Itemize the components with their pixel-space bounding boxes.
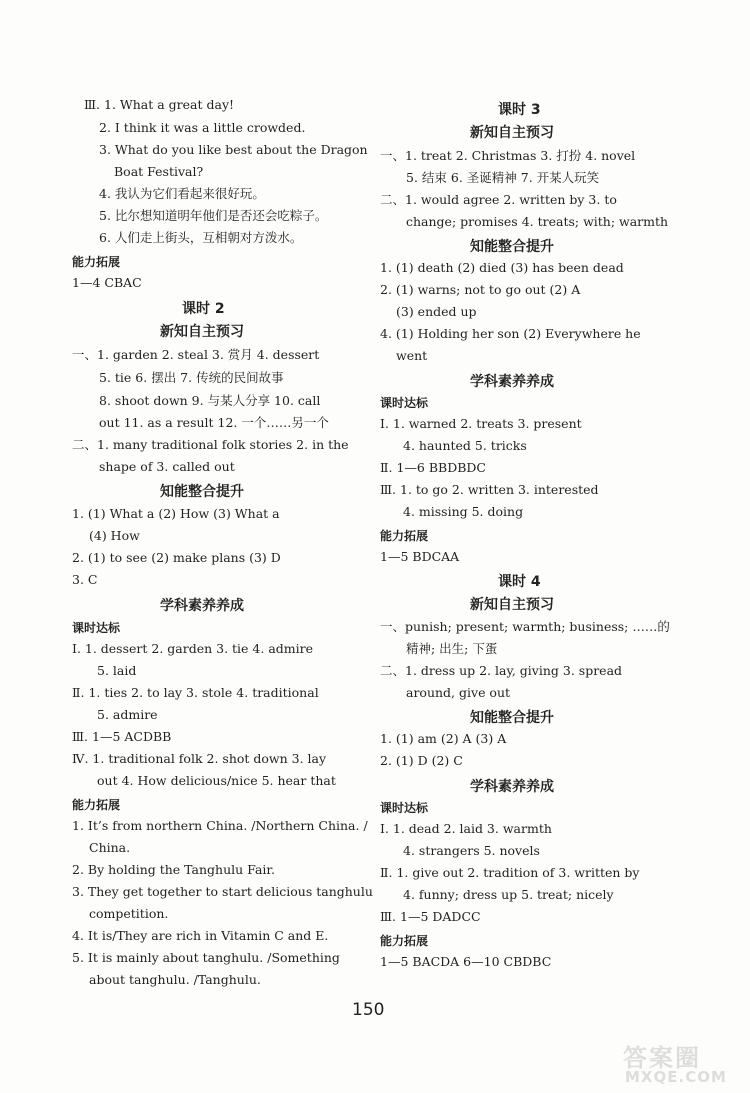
answer-line: went [396,348,428,363]
answer-line: 3. C [72,572,98,587]
section-heading: 新知自主预习 [470,125,554,141]
answer-line: shape of 3. called out [99,459,235,474]
answer-line: 4. strangers 5. novels [403,843,540,858]
answer-line: change; promises 4. treats; with; warmth [406,214,669,229]
section-heading: 学科素养养成 [470,374,554,390]
answer-line: 二、1. would agree 2. written by 3. to [380,192,617,207]
answer-line: 二、1. many traditional folk stories 2. in the [72,437,349,452]
answer-line: 2. I think it was a little crowded. [99,120,306,135]
answer-line: 5. tie 6. 摆出 7. 传统的民间故事 [99,370,284,385]
answer-line: Ⅲ. 1. What a great day! [84,97,235,112]
answer-line: 一、1. treat 2. Christmas 3. 打扮 4. novel [380,148,636,163]
answer-line: 1. (1) death (2) died (3) has been dead [380,260,624,275]
section-heading: 学科素养养成 [470,779,554,795]
answer-line: 2. (1) warns; not to go out (2) A [380,282,581,297]
subsection-label: 课时达标 [380,396,429,410]
answer-line: around, give out [406,685,511,700]
answer-line: out 4. How delicious/nice 5. hear that [97,773,336,788]
answer-line: 4. haunted 5. tricks [403,438,527,453]
answer-line: 1. (1) am (2) A (3) A [380,731,507,746]
subsection-label: 能力拓展 [380,934,429,948]
subsection-label: 能力拓展 [72,798,121,812]
section-heading: 学科素养养成 [160,598,244,614]
answer-line: 一、1. garden 2. steal 3. 赏月 4. dessert [72,347,320,362]
answer-line: 4. It is/They are rich in Vitamin C and E. [72,928,329,943]
section-heading: 知能整合提升 [470,239,554,255]
answer-line: Ⅲ. 1—5 ACDBB [72,729,172,744]
answer-line: out 11. as a result 12. 一个……另一个 [99,415,329,430]
answer-line: Ⅱ. 1—6 BBDBDC [380,460,486,475]
answer-line: 4. 我认为它们看起来很好玩。 [99,186,265,201]
answer-line: (4) How [89,528,140,543]
answer-line: 2. By holding the Tanghulu Fair. [72,862,276,877]
answer-line: 5. 结束 6. 圣诞精神 7. 开某人玩笑 [406,170,600,185]
answer-line: 1—5 BACDA 6—10 CBDBC [380,954,552,969]
answer-line: Boat Festival? [114,164,204,179]
answer-line: 5. 比尔想知道明年他们是否还会吃粽子。 [99,208,328,223]
answer-line: 5. admire [97,707,158,722]
section-heading: 新知自主预习 [160,324,244,340]
answer-line: Ⅱ. 1. ties 2. to lay 3. stole 4. traditional [72,685,319,700]
watermark-url: MXQE.COM [625,1068,727,1086]
section-heading: 新知自主预习 [470,597,554,613]
subsection-label: 能力拓展 [380,529,429,543]
subsection-label: 课时达标 [380,801,429,815]
answer-line: about tanghulu. /Tanghulu. [89,972,261,987]
section-heading: 知能整合提升 [470,710,554,726]
subsection-label: 能力拓展 [72,255,121,269]
answer-line: 5. It is mainly about tanghulu. /Something [72,950,340,965]
section-heading: 课时 3 [498,102,541,118]
answer-line: 4. funny; dress up 5. treat; nicely [403,887,614,902]
answer-line: 4. (1) Holding her son (2) Everywhere he [380,326,641,341]
watermark-text: 答案圈 [623,1044,701,1072]
answer-line: 精神; 出生; 下蛋 [406,641,498,656]
answer-line: 1. It’s from northern China. /Northern China. / [72,818,368,833]
answer-line: 5. laid [97,663,137,678]
page-number: 150 [352,1000,385,1020]
answer-line: 6. 人们走上街头，互相朝对方泼水。 [99,230,303,245]
answer-line: Ⅰ. 1. dead 2. laid 3. warmth [380,821,552,836]
answer-line: 1—5 BDCAA [380,549,460,564]
answer-line: Ⅲ. 1—5 DADCC [380,909,481,924]
answer-line: Ⅰ. 1. warned 2. treats 3. present [380,416,582,431]
answer-line: 8. shoot down 9. 与某人分享 10. call [99,393,321,408]
subsection-label: 课时达标 [72,621,121,635]
answer-line: 3. What do you like best about the Dragon [99,142,368,157]
answer-line: Ⅰ. 1. dessert 2. garden 3. tie 4. admire [72,641,314,656]
answer-line: 3. They get together to start delicious tanghulu [72,884,373,899]
answer-line: Ⅱ. 1. give out 2. tradition of 3. written by [380,865,640,880]
answer-line: 1. (1) What a (2) How (3) What a [72,506,280,521]
answer-line: 2. (1) D (2) C [380,753,463,768]
section-heading: 课时 2 [182,301,225,317]
answer-line: (3) ended up [396,304,477,319]
answer-line: Ⅲ. 1. to go 2. written 3. interested [380,482,599,497]
answer-line: 2. (1) to see (2) make plans (3) D [72,550,281,565]
section-heading: 知能整合提升 [160,484,244,500]
answer-line: China. [89,840,131,855]
answer-line: 4. missing 5. doing [403,504,524,519]
answer-line: 一、punish; present; warmth; business; ……的 [380,619,670,634]
watermark-logo [605,1030,745,1090]
answer-line: competition. [89,906,169,921]
answer-line: 1—4 CBAC [72,275,142,290]
answer-line: Ⅳ. 1. traditional folk 2. shot down 3. lay [72,751,327,766]
section-heading: 课时 4 [498,574,541,590]
answer-line: 二、1. dress up 2. lay, giving 3. spread [380,663,623,678]
